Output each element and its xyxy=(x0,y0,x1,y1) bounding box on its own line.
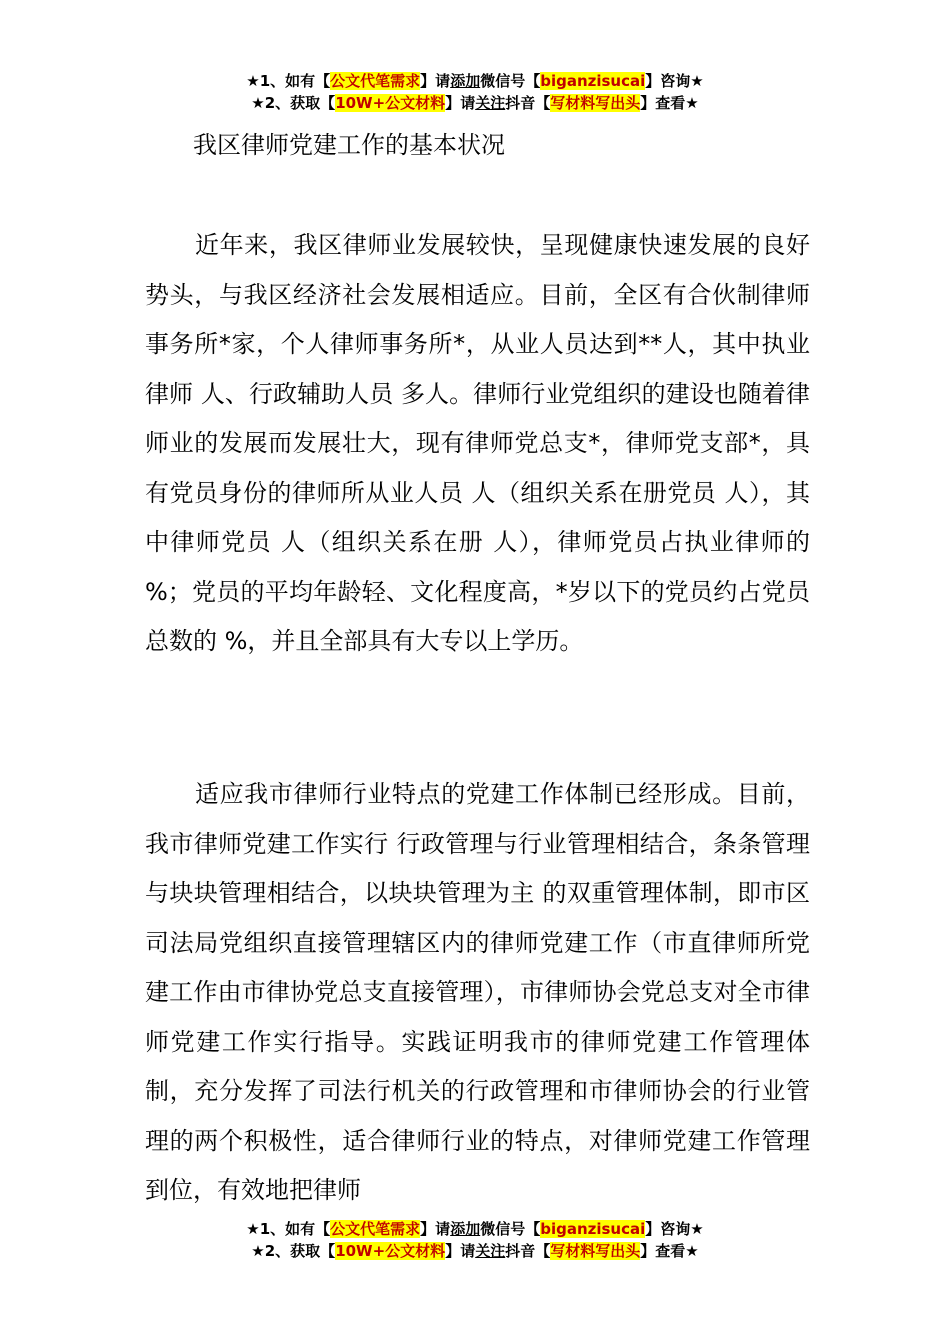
banner-text: 】请 xyxy=(420,72,451,90)
body-paragraph-2: 适应我市律师行业特点的党建工作体制已经形成。目前，我市律师党建工作实行 行政管理与行业管理相结合，条条管理与块块管理相结合，以块块管理为主 的双重管理体制，即市区司法局党组织直接管理辖区内的律师党建工作（市直律师所党建工作由市律协党总支直接管理），市律师协会党总支对全市律师党建工作实行指导。实践证明我市的律师党建工作管理体制，充分发挥了司法行机关的行政管理和市律师协会的行业管理的两个积极性，适合律师行业的特点，对律师党建工作管理到位，有效地把律师 xyxy=(145,780,810,1204)
banner-underlined: 关注 xyxy=(475,94,506,112)
banner-text: 抖音【 xyxy=(505,94,551,112)
banner-text: ★1、如有【 xyxy=(246,72,331,90)
banner-line-2 xyxy=(0,92,950,114)
banner-underlined: 添加 xyxy=(450,72,481,90)
banner-highlight: biganzisucai xyxy=(540,72,646,90)
banner-line-2 xyxy=(0,1240,950,1262)
banner-text: ★2、获取【 xyxy=(251,1242,336,1260)
banner-line-1 xyxy=(0,70,950,92)
banner-text: 】请 xyxy=(420,1220,451,1238)
body-paragraph-1: 近年来，我区律师业发展较快，呈现健康快速发展的良好势头，与我区经济社会发展相适应。目前，全区有合伙制律师事务所*家，个人律师事务所*，从业人员达到**人，其中执业律师 人、行政辅助人员 多人。律师行业党组织的建设也随着律师业的发展而发展壮大，现有律师党总支*，律师党支部*，具有党员身份的律师所从业人员 人（组织关系在册党员 人），其中律师党员 人（组织关系在册 人），律师党员占执业律师的 %；党员的平均年龄轻、文化程度高，*岁以下的党员约占党员总数的 %，并且全部具有大专以上学历。 xyxy=(145,231,810,655)
banner-text: 抖音【 xyxy=(505,1242,551,1260)
footer-banner xyxy=(0,1218,950,1262)
banner-highlight: 写材料写出头 xyxy=(550,1242,641,1260)
banner-text: 微信号【 xyxy=(480,72,541,90)
banner-text: ★2、获取【 xyxy=(251,94,336,112)
banner-text: 微信号【 xyxy=(480,1220,541,1238)
banner-text: 】请 xyxy=(445,1242,476,1260)
banner-highlight: 10W+公文材料 xyxy=(335,1242,446,1260)
banner-underlined: 添加 xyxy=(450,1220,481,1238)
document-title: 我区律师党建工作的基本状况 xyxy=(193,131,505,159)
banner-highlight: 公文代笔需求 xyxy=(330,1220,421,1238)
banner-text: ★1、如有【 xyxy=(246,1220,331,1238)
header-banner xyxy=(0,70,950,114)
banner-highlight: 写材料写出头 xyxy=(550,94,641,112)
banner-text: 】咨询★ xyxy=(645,72,704,90)
banner-highlight: 10W+公文材料 xyxy=(335,94,446,112)
banner-text: 】咨询★ xyxy=(645,1220,704,1238)
banner-highlight: biganzisucai xyxy=(540,1220,646,1238)
banner-underlined: 关注 xyxy=(475,1242,506,1260)
banner-text: 】查看★ xyxy=(640,94,699,112)
banner-highlight: 公文代笔需求 xyxy=(330,72,421,90)
banner-text: 】请 xyxy=(445,94,476,112)
banner-line-1 xyxy=(0,1218,950,1240)
banner-text: 】查看★ xyxy=(640,1242,699,1260)
